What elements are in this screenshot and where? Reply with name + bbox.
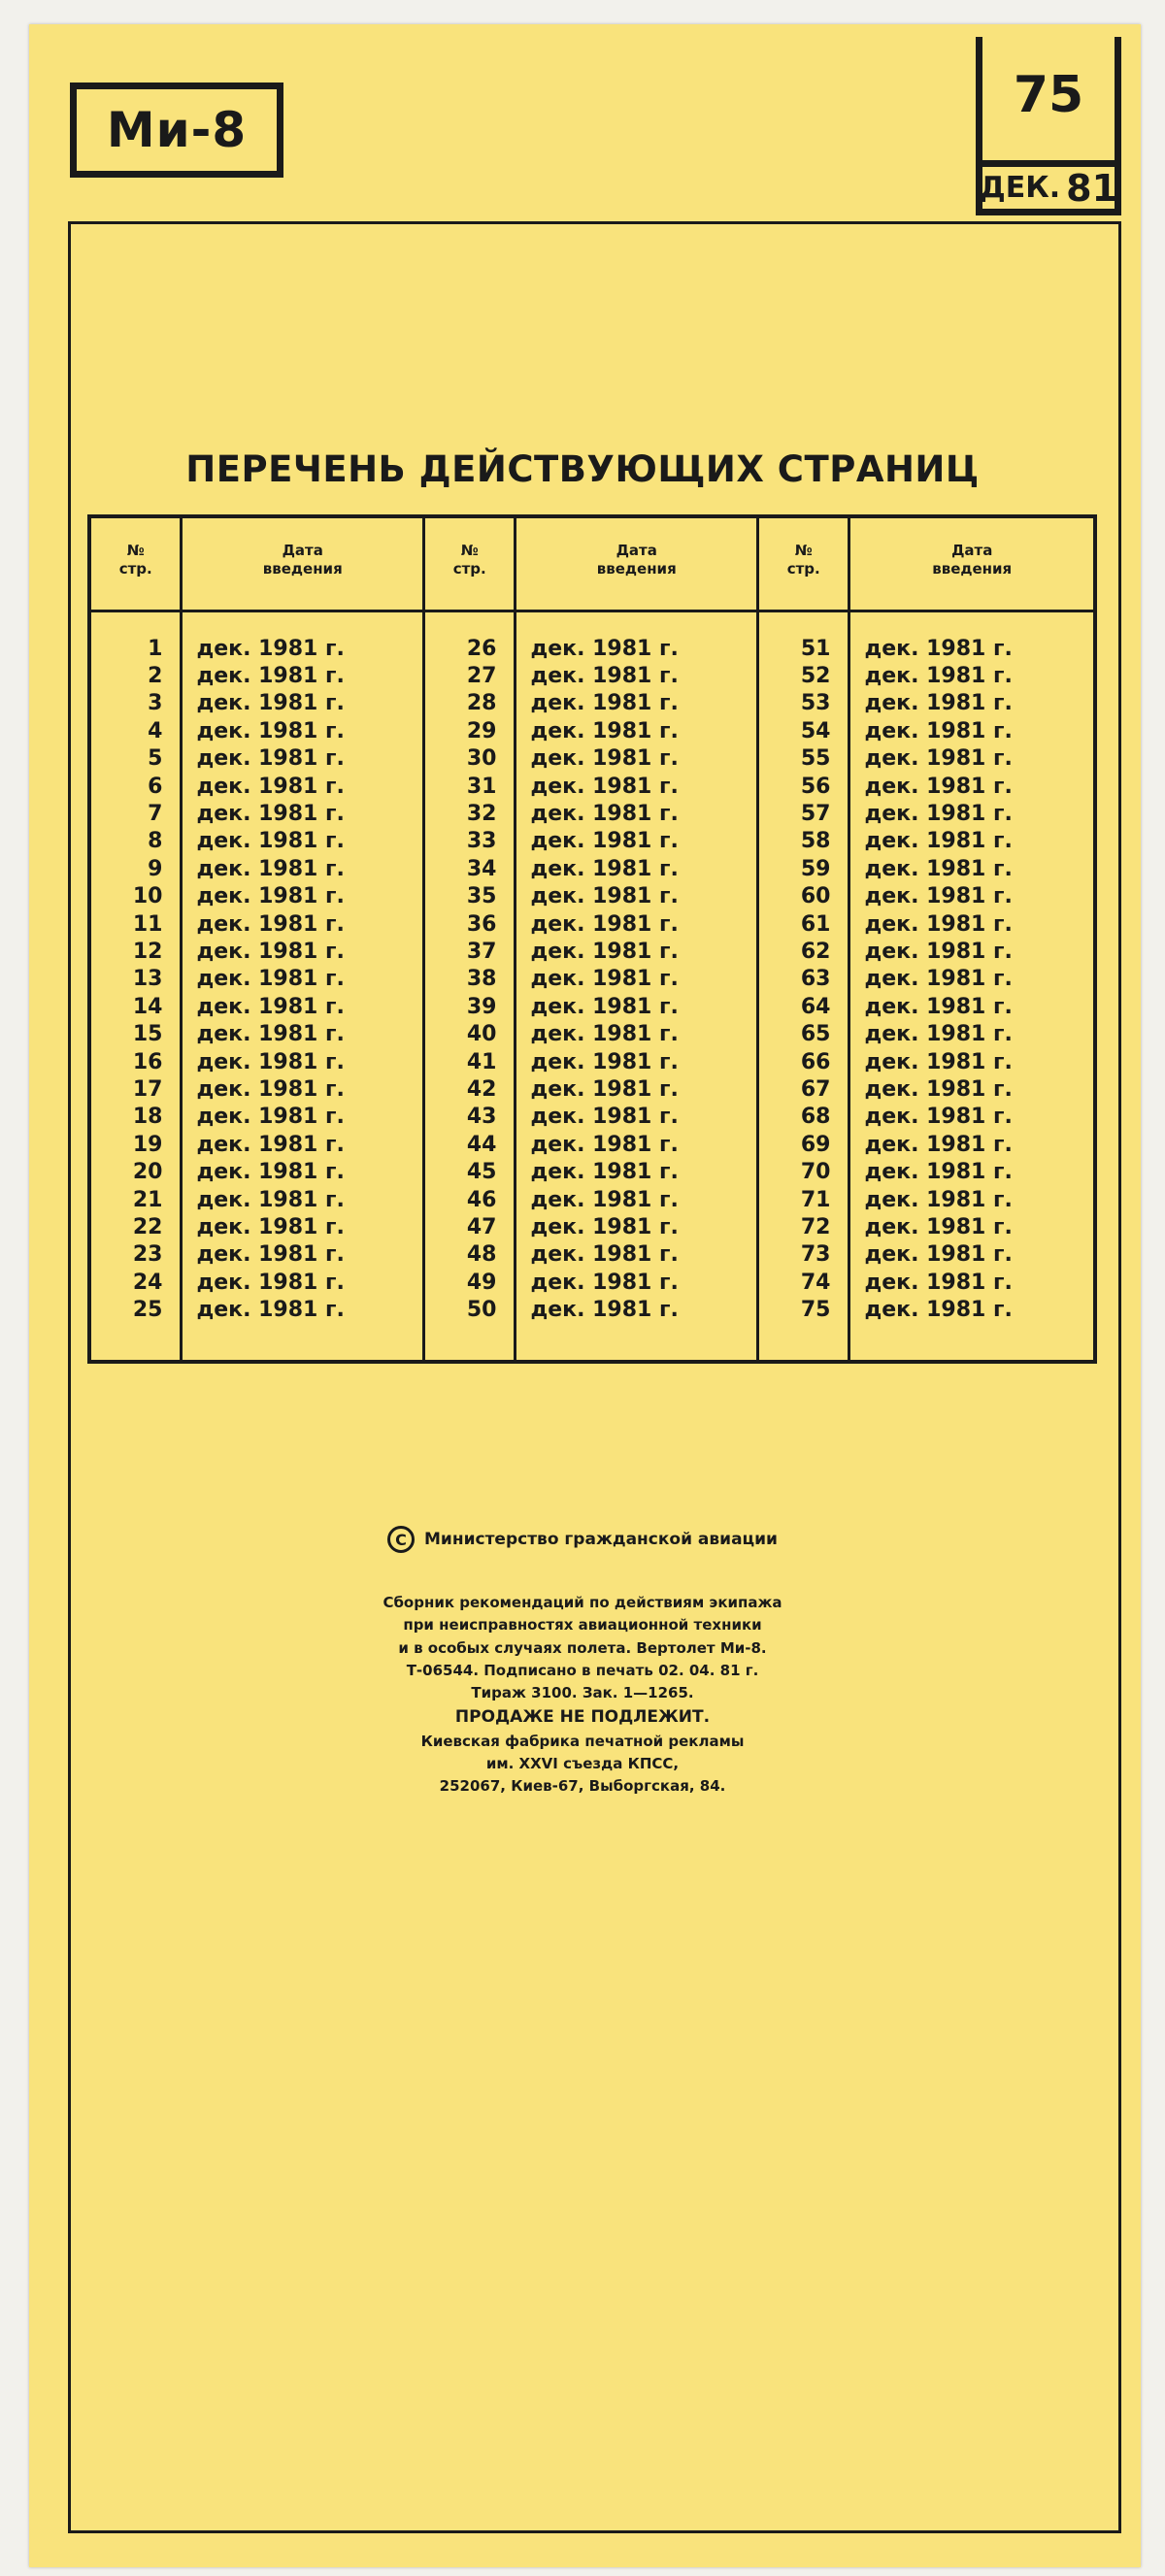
header-text: введения bbox=[262, 560, 343, 578]
page-number-cell: 50 bbox=[466, 1298, 497, 1323]
page-number-cell: 70 bbox=[800, 1160, 831, 1185]
page-number-cell: 61 bbox=[800, 911, 831, 937]
date-cell: дек. 1981 г. bbox=[196, 774, 345, 799]
header-text: стр. bbox=[786, 560, 820, 578]
date-cell: дек. 1981 г. bbox=[196, 1022, 345, 1047]
date-cell: дек. 1981 г. bbox=[196, 1105, 345, 1130]
date-cell: дек. 1981 г. bbox=[864, 884, 1013, 909]
date-cell: дек. 1981 г. bbox=[530, 1160, 679, 1185]
page-number-cell: 21 bbox=[132, 1187, 163, 1212]
date-cell: дек. 1981 г. bbox=[864, 911, 1013, 937]
copyright-icon: С bbox=[387, 1526, 415, 1553]
date-cell: дек. 1981 г. bbox=[530, 691, 679, 716]
date-cell: дек. 1981 г. bbox=[196, 884, 345, 909]
page-number-cell: 5 bbox=[148, 746, 163, 772]
page-number-cell: 25 bbox=[132, 1298, 163, 1323]
page-number-cell: 73 bbox=[800, 1242, 831, 1268]
page-number-cell: 66 bbox=[800, 1049, 831, 1074]
page-number-cell: 1 bbox=[148, 636, 163, 661]
header-text: стр. bbox=[452, 560, 486, 578]
date-column bbox=[850, 518, 1093, 1360]
imprint-line: и в особых случаях полета. Вертолет Ми-8. bbox=[398, 1638, 767, 1657]
column-header-page bbox=[759, 518, 848, 602]
page-number-cell: 12 bbox=[132, 939, 163, 964]
date-cell: дек. 1981 г. bbox=[196, 1132, 345, 1157]
header-text: введения bbox=[596, 560, 677, 578]
page-title: ПЕРЕЧЕНЬ ДЕЙСТВУЮЩИХ СТРАНИЦ bbox=[185, 448, 980, 490]
page-number-cell: 33 bbox=[466, 829, 497, 854]
date-cell: дек. 1981 г. bbox=[530, 1270, 679, 1295]
page-number-cell: 62 bbox=[800, 939, 831, 964]
date-cell: дек. 1981 г. bbox=[196, 994, 345, 1019]
imprint-line: Т-06544. Подписано в печать 02. 04. 81 г. bbox=[406, 1661, 759, 1679]
date-cell: дек. 1981 г. bbox=[196, 1076, 345, 1102]
date-column bbox=[183, 518, 425, 1360]
header-text: Дата bbox=[616, 542, 657, 560]
page-number-cell: 74 bbox=[800, 1270, 831, 1295]
date-cell: дек. 1981 г. bbox=[196, 1160, 345, 1185]
date-cell: дек. 1981 г. bbox=[864, 1270, 1013, 1295]
page-number-cell: 40 bbox=[466, 1022, 497, 1047]
page-number-cell: 18 bbox=[132, 1105, 163, 1130]
column-header-date bbox=[516, 518, 756, 602]
column-header-page bbox=[425, 518, 514, 602]
page-number-cell: 67 bbox=[800, 1076, 831, 1102]
date-cell: дек. 1981 г. bbox=[864, 1105, 1013, 1130]
revision-month: ДЕК. bbox=[979, 171, 1061, 205]
page-number-cell: 41 bbox=[466, 1049, 497, 1074]
date-cell: дек. 1981 г. bbox=[530, 1187, 679, 1212]
date-cell: дек. 1981 г. bbox=[530, 774, 679, 799]
page-number-cell: 23 bbox=[132, 1242, 163, 1268]
page-number-cell: 75 bbox=[800, 1298, 831, 1323]
date-cell: дек. 1981 г. bbox=[530, 636, 679, 661]
date-cell: дек. 1981 г. bbox=[864, 691, 1013, 716]
page-number-cell: 29 bbox=[466, 718, 497, 743]
date-cell: дек. 1981 г. bbox=[864, 1132, 1013, 1157]
page-number-cell: 43 bbox=[466, 1105, 497, 1130]
column-header-date bbox=[850, 518, 1093, 602]
date-cell: дек. 1981 г. bbox=[864, 1214, 1013, 1239]
date-cell: дек. 1981 г. bbox=[196, 1298, 345, 1323]
date-cell: дек. 1981 г. bbox=[530, 856, 679, 881]
date-cell: дек. 1981 г. bbox=[864, 967, 1013, 992]
date-cell: дек. 1981 г. bbox=[864, 664, 1013, 689]
page-number-cell: 55 bbox=[800, 746, 831, 772]
page-number-cell: 42 bbox=[466, 1076, 497, 1102]
date-cell: дек. 1981 г. bbox=[864, 774, 1013, 799]
date-cell: дек. 1981 г. bbox=[530, 939, 679, 964]
imprint-line: Тираж 3100. Зак. 1—1265. bbox=[471, 1684, 694, 1701]
page-number-cell: 44 bbox=[466, 1132, 497, 1157]
date-cell: дек. 1981 г. bbox=[196, 636, 345, 661]
date-cell: дек. 1981 г. bbox=[864, 1298, 1013, 1323]
header-text: Дата bbox=[951, 542, 993, 560]
date-cell: дек. 1981 г. bbox=[196, 1270, 345, 1295]
page-number-cell: 39 bbox=[466, 994, 497, 1019]
date-cell: дек. 1981 г. bbox=[530, 1298, 679, 1323]
date-cell: дек. 1981 г. bbox=[530, 746, 679, 772]
page-number-cell: 11 bbox=[132, 911, 163, 937]
page-number-cell: 45 bbox=[466, 1160, 497, 1185]
date-cell: дек. 1981 г. bbox=[530, 1076, 679, 1102]
page-number: 75 bbox=[1013, 66, 1084, 124]
date-cell: дек. 1981 г. bbox=[864, 746, 1013, 772]
date-cell: дек. 1981 г. bbox=[196, 1187, 345, 1212]
not-for-sale-notice: ПРОДАЖЕ НЕ ПОДЛЕЖИТ. bbox=[454, 1707, 711, 1728]
page-number-cell: 47 bbox=[466, 1214, 497, 1239]
date-cell: дек. 1981 г. bbox=[530, 802, 679, 827]
model-label: Ми-8 bbox=[70, 83, 283, 178]
header-text: введения bbox=[932, 560, 1013, 578]
date-cell: дек. 1981 г. bbox=[864, 1242, 1013, 1268]
printer-line: им. XXVI съезда КПСС, bbox=[485, 1754, 680, 1772]
date-cell: дек. 1981 г. bbox=[196, 664, 345, 689]
page-number-cell: 15 bbox=[132, 1022, 163, 1047]
date-cell: дек. 1981 г. bbox=[196, 691, 345, 716]
page-number-cell: 57 bbox=[800, 802, 831, 827]
date-cell: дек. 1981 г. bbox=[864, 1049, 1013, 1074]
page-number-cell: 60 bbox=[800, 884, 831, 909]
date-cell: дек. 1981 г. bbox=[864, 1187, 1013, 1212]
page-number-cell: 6 bbox=[148, 774, 163, 799]
revision-year: 81 bbox=[1066, 166, 1118, 210]
date-cell: дек. 1981 г. bbox=[196, 718, 345, 743]
date-cell: дек. 1981 г. bbox=[530, 1242, 679, 1268]
date-cell: дек. 1981 г. bbox=[530, 911, 679, 937]
date-cell: дек. 1981 г. bbox=[530, 967, 679, 992]
page-number-cell: 69 bbox=[800, 1132, 831, 1157]
page-number-cell: 58 bbox=[800, 829, 831, 854]
date-cell: дек. 1981 г. bbox=[196, 1242, 345, 1268]
page-number-cell: 16 bbox=[132, 1049, 163, 1074]
header-text: № bbox=[794, 542, 813, 560]
page-number-cell: 14 bbox=[132, 994, 163, 1019]
date-column bbox=[516, 518, 759, 1360]
page-number-cell: 68 bbox=[800, 1105, 831, 1130]
page-number-column bbox=[759, 518, 850, 1360]
page-number-cell: 31 bbox=[466, 774, 497, 799]
date-cell: дек. 1981 г. bbox=[864, 856, 1013, 881]
page-number-cell: 59 bbox=[800, 856, 831, 881]
date-cell: дек. 1981 г. bbox=[196, 967, 345, 992]
page-number-cell: 35 bbox=[466, 884, 497, 909]
page-number-cell: 71 bbox=[800, 1187, 831, 1212]
date-cell: дек. 1981 г. bbox=[864, 939, 1013, 964]
date-cell: дек. 1981 г. bbox=[530, 1214, 679, 1239]
page-number-cell: 7 bbox=[148, 802, 163, 827]
date-cell: дек. 1981 г. bbox=[530, 994, 679, 1019]
page-number-cell: 10 bbox=[132, 884, 163, 909]
copyright-line bbox=[0, 1526, 1165, 1553]
page-number-cell: 51 bbox=[800, 636, 831, 661]
page-number-cell: 20 bbox=[132, 1160, 163, 1185]
page-number-cell: 34 bbox=[466, 856, 497, 881]
page-number-cell: 65 bbox=[800, 1022, 831, 1047]
date-cell: дек. 1981 г. bbox=[530, 1105, 679, 1130]
imprint-block bbox=[0, 1526, 1165, 1798]
revision-date bbox=[979, 160, 1118, 210]
imprint-text bbox=[0, 1592, 1165, 1798]
date-cell: дек. 1981 г. bbox=[196, 802, 345, 827]
date-cell: дек. 1981 г. bbox=[864, 1076, 1013, 1102]
page-number-cell: 64 bbox=[800, 994, 831, 1019]
date-cell: дек. 1981 г. bbox=[864, 802, 1013, 827]
page-number-cell: 27 bbox=[466, 664, 497, 689]
page-number-cell: 52 bbox=[800, 664, 831, 689]
header-text: стр. bbox=[118, 560, 152, 578]
page-number-cell: 32 bbox=[466, 802, 497, 827]
publisher-name: Министерство гражданской авиации bbox=[424, 1530, 778, 1549]
printer-line: 252067, Киев-67, Выборгская, 84. bbox=[439, 1777, 726, 1796]
date-cell: дек. 1981 г. bbox=[196, 1049, 345, 1074]
date-cell: дек. 1981 г. bbox=[864, 829, 1013, 854]
page-number-cell: 2 bbox=[148, 664, 163, 689]
date-cell: дек. 1981 г. bbox=[530, 1049, 679, 1074]
page-number-cell: 9 bbox=[148, 856, 163, 881]
page-number-cell: 28 bbox=[466, 691, 497, 716]
date-cell: дек. 1981 г. bbox=[530, 718, 679, 743]
column-header-page bbox=[91, 518, 180, 602]
date-cell: дек. 1981 г. bbox=[196, 746, 345, 772]
date-cell: дек. 1981 г. bbox=[196, 911, 345, 937]
header-text: № bbox=[126, 542, 145, 560]
page-number-cell: 4 bbox=[148, 718, 163, 743]
page-number-cell: 19 bbox=[132, 1132, 163, 1157]
page-number-cell: 26 bbox=[466, 636, 497, 661]
page-number-column bbox=[91, 518, 183, 1360]
date-cell: дек. 1981 г. bbox=[864, 1022, 1013, 1047]
date-cell: дек. 1981 г. bbox=[196, 939, 345, 964]
date-cell: дек. 1981 г. bbox=[196, 829, 345, 854]
page-number-cell: 22 bbox=[132, 1214, 163, 1239]
page-number-cell: 24 bbox=[132, 1270, 163, 1295]
page-number-cell: 46 bbox=[466, 1187, 497, 1212]
page-number-cell: 36 bbox=[466, 911, 497, 937]
page-number-cell: 17 bbox=[132, 1076, 163, 1102]
page-number-cell: 13 bbox=[132, 967, 163, 992]
date-cell: дек. 1981 г. bbox=[530, 1132, 679, 1157]
date-cell: дек. 1981 г. bbox=[530, 884, 679, 909]
date-cell: дек. 1981 г. bbox=[864, 636, 1013, 661]
page-number-cell: 37 bbox=[466, 939, 497, 964]
date-cell: дек. 1981 г. bbox=[530, 829, 679, 854]
page-number-cell: 72 bbox=[800, 1214, 831, 1239]
page-number-cell: 48 bbox=[466, 1242, 497, 1268]
date-cell: дек. 1981 г. bbox=[864, 1160, 1013, 1185]
header-text: Дата bbox=[282, 542, 323, 560]
date-cell: дек. 1981 г. bbox=[530, 664, 679, 689]
header-text: № bbox=[460, 542, 479, 560]
date-cell: дек. 1981 г. bbox=[196, 1214, 345, 1239]
printer-line: Киевская фабрика печатной рекламы bbox=[420, 1732, 745, 1750]
page-number-box bbox=[976, 37, 1121, 215]
page-number-cell: 54 bbox=[800, 718, 831, 743]
date-cell: дек. 1981 г. bbox=[530, 1022, 679, 1047]
page-number-cell: 53 bbox=[800, 691, 831, 716]
page-number-cell: 63 bbox=[800, 967, 831, 992]
date-cell: дек. 1981 г. bbox=[864, 718, 1013, 743]
page-number-cell: 3 bbox=[148, 691, 163, 716]
column-header-date bbox=[183, 518, 422, 602]
effective-pages-table bbox=[87, 514, 1097, 1364]
page-number-cell: 38 bbox=[466, 967, 497, 992]
date-cell: дек. 1981 г. bbox=[864, 994, 1013, 1019]
page-number-column bbox=[425, 518, 516, 1360]
imprint-line: при неисправностях авиационной техники bbox=[403, 1616, 762, 1635]
date-cell: дек. 1981 г. bbox=[196, 856, 345, 881]
imprint-line: Сборник рекомендаций по действиям экипажа bbox=[383, 1594, 782, 1611]
page-number-cell: 56 bbox=[800, 774, 831, 799]
page-number-cell: 30 bbox=[466, 746, 497, 772]
page-number-cell: 49 bbox=[466, 1270, 497, 1295]
page-number-cell: 8 bbox=[148, 829, 163, 854]
